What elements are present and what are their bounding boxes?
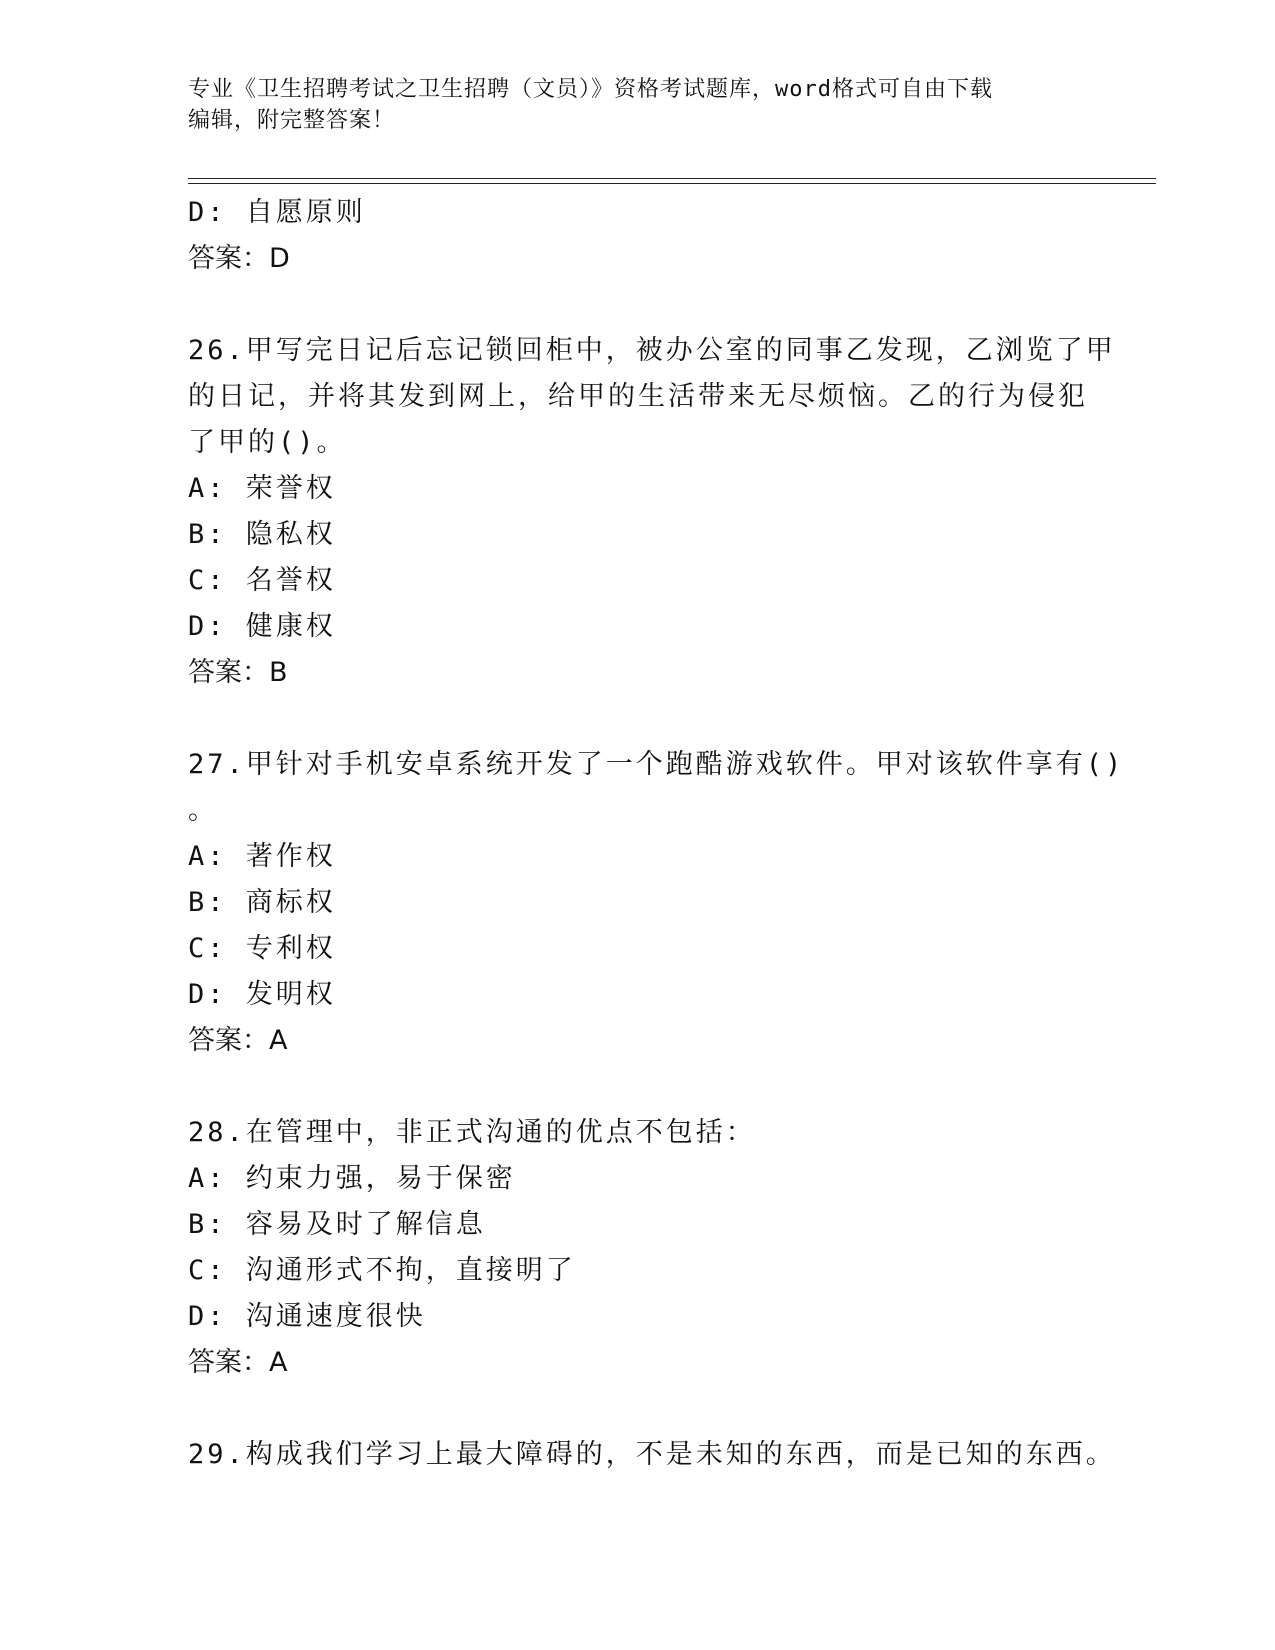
answer: 答案：D <box>188 243 290 274</box>
option-a: A: 荣誉权 <box>188 473 336 504</box>
header-line-1: 专业《卫生招聘考试之卫生招聘（文员）》资格考试题库，word格式可自由下载 <box>188 77 993 102</box>
answer: 答案：A <box>188 1347 288 1378</box>
option-d: D: 发明权 <box>188 979 336 1010</box>
answer: 答案：A <box>188 1025 288 1056</box>
spacer <box>188 1386 1088 1432</box>
header-divider-bottom <box>188 183 1156 184</box>
question-stem-line: 26.甲写完日记后忘记锁回柜中，被办公室的同事乙发现，乙浏览了甲 <box>188 335 1116 366</box>
spacer <box>188 282 1088 328</box>
question-stem-line: 。 <box>188 795 218 826</box>
document-header <box>188 74 1088 136</box>
option-b: B: 商标权 <box>188 887 336 918</box>
header-divider-top <box>188 178 1156 179</box>
question-list <box>188 190 1125 1478</box>
option-a: A: 约束力强，易于保密 <box>188 1163 516 1194</box>
option-a: A: 著作权 <box>188 841 336 872</box>
question-29 <box>188 1432 1116 1478</box>
option-d: D: 沟通速度很快 <box>188 1301 426 1332</box>
option-c: C: 沟通形式不拘，直接明了 <box>188 1255 576 1286</box>
question-stem-line: 的日记，并将其发到网上，给甲的生活带来无尽烦恼。乙的行为侵犯 <box>188 381 1088 412</box>
header-line-2: 编辑，附完整答案！ <box>188 108 396 133</box>
question-25 <box>188 190 1088 282</box>
question-stem-line: 29.构成我们学习上最大障碍的，不是未知的东西，而是已知的东西。 <box>188 1439 1116 1470</box>
option-b: B: 容易及时了解信息 <box>188 1209 486 1240</box>
question-stem-line: 28.在管理中，非正式沟通的优点不包括： <box>188 1117 756 1148</box>
spacer <box>188 1064 1088 1110</box>
option-c: C: 名誉权 <box>188 565 336 596</box>
option-d: D: 自愿原则 <box>188 197 366 228</box>
question-26 <box>188 328 1116 696</box>
question-stem-line: 了甲的()。 <box>188 427 347 458</box>
question-stem-line: 27.甲针对手机安卓系统开发了一个跑酷游戏软件。甲对该软件享有() <box>188 749 1125 780</box>
option-b: B: 隐私权 <box>188 519 336 550</box>
question-28 <box>188 1110 1088 1386</box>
option-c: C: 专利权 <box>188 933 336 964</box>
option-d: D: 健康权 <box>188 611 336 642</box>
answer: 答案：B <box>188 657 288 688</box>
question-27 <box>188 742 1125 1064</box>
spacer <box>188 696 1088 742</box>
